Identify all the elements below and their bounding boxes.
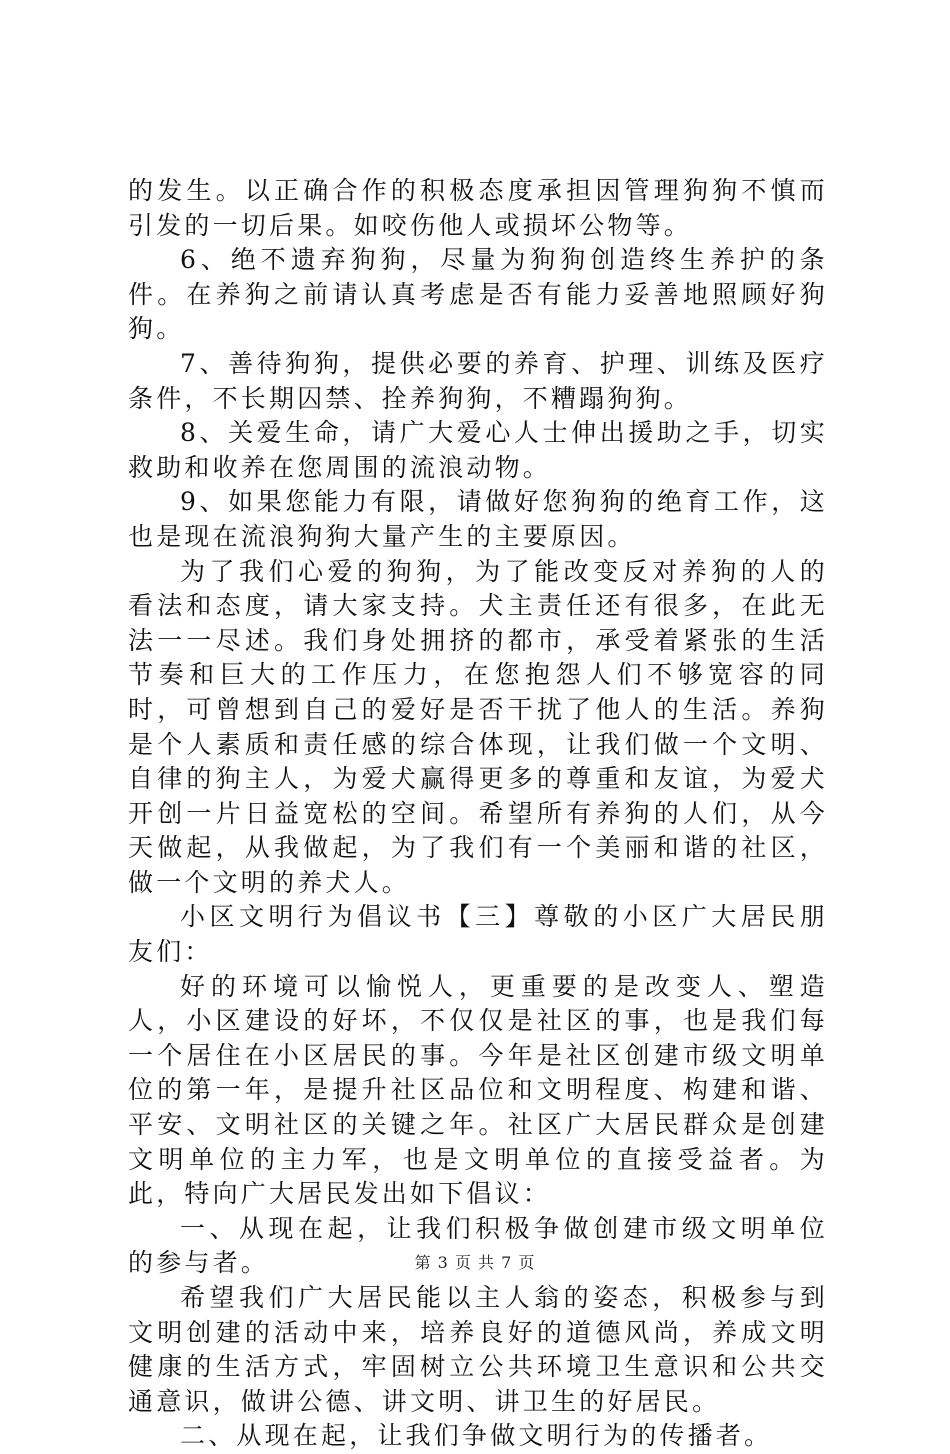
paragraph-item-6: 6、绝不遗弃狗狗，尽量为狗狗创造终生养护的条件。在养狗之前请认真考虑是否有能力妥善地照顾好狗狗。 [128, 245, 828, 344]
page-footer: 第 3 页 共 7 页 [414, 1253, 536, 1272]
paragraph-item-9: 9、如果您能力有限，请做好您狗狗的绝育工作，这也是现在流浪狗狗大量产生的主要原因。 [128, 487, 828, 551]
paragraph-item-8: 8、关爱生命，请广大爱心人士伸出援助之手，切实救助和收养在您周围的流浪动物。 [128, 418, 828, 482]
paragraph-closing: 为了我们心爱的狗狗，为了能改变反对养狗的人的看法和态度，请大家支持。犬主责任还有很多，在此无法一一尽述。我们身处拥挤的都市，承受着紧张的生活节奏和巨大的工作压力，在您抱怨人们不够宽容的同时，可曾想到自己的爱好是否干扰了他人的生活。养狗是个人素质和责任感的综合体现，让我们做一个文明、自律的狗主人，为爱犬赢得更多的尊重和友谊，为爱犬开创一片日益宽松的空间。希望所有养狗的人们，从今天做起，从我做起，为了我们有一个美丽和谐的社区，做一个文明的养犬人。 [128, 556, 828, 897]
paragraph-continuation: 的发生。以正确合作的积极态度承担因管理狗狗不慎而引发的一切后果。如咬伤他人或损坏公物等。 [128, 176, 828, 240]
section-heading: 小区文明行为倡议书【三】尊敬的小区广大居民朋友们： [128, 902, 828, 967]
paragraph-intro: 好的环境可以愉悦人，更重要的是改变人、塑造人，小区建设的好坏，不仅仅是社区的事，也是我们每一个居住在小区居民的事。今年是社区创建市级文明单位的第一年，是提升社区品位和文明程度、构建和谐、平安、文明社区的关键之年。社区广大居民群众是创建文明单位的主力军，也是文明单位的直接受益者。为此，特向广大居民发出如下倡议： [128, 971, 828, 1209]
paragraph-point-2: 二、从现在起，让我们争做文明行为的传播者。 [180, 1421, 773, 1451]
paragraph-item-7: 7、善待狗狗，提供必要的养育、护理、训练及医疗条件，不长期囚禁、拴养狗狗，不糟蹋狗狗。 [128, 348, 828, 413]
paragraph-point-1: 一、从现在起，让我们积极争做创建市级文明单位的参与者。 [128, 1213, 828, 1278]
paragraph-point-1-detail: 希望我们广大居民能以主人翁的姿态，积极参与到文明创建的活动中来，培养良好的道德风尚，养成文明健康的生活方式，牢固树立公共环境卫生意识和公共交通意识，做讲公德、讲文明、讲卫生的好居民。 [128, 1283, 828, 1416]
